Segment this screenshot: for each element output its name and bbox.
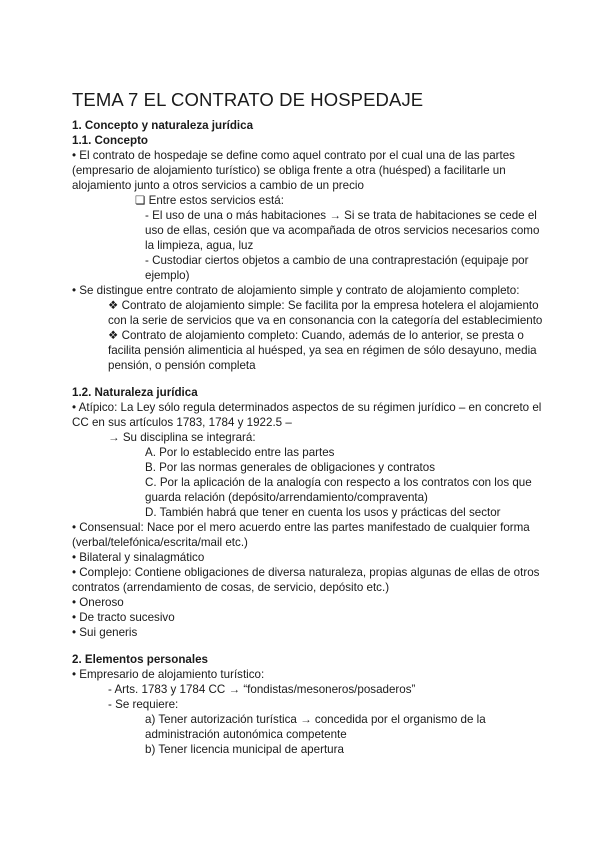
text-line: • Empresario de alojamiento turístico: <box>72 668 265 681</box>
text-line: → Su disciplina se integrará: <box>108 431 256 444</box>
text-line: - Custodiar ciertos objetos a cambio de una contraprestación (equipaje por <box>145 254 529 267</box>
text-line: • El contrato de hospedaje se define como aquel contrato por el cual una de las partes <box>72 149 515 162</box>
text-line: - Se requiere: <box>108 698 179 711</box>
text-line: CC en sus artículos 1783, 1784 y 1922.5 – <box>72 416 292 429</box>
text-line: ❏ Entre estos servicios está: <box>135 194 284 207</box>
document-title: TEMA 7 EL CONTRATO DE HOSPEDAJE <box>72 89 424 110</box>
text-line: guarda relación (depósito/arrendamiento/compraventa) <box>145 491 428 504</box>
text-line: ❖ Contrato de alojamiento completo: Cuando, además de lo anterior, se presta o <box>108 329 524 342</box>
text-line: (empresario de alojamiento turístico) se obliga frente a otra (huésped) a facilitarle un <box>72 164 506 177</box>
text-line: D. También habrá que tener en cuenta los usos y prácticas del sector <box>145 506 501 519</box>
section-heading: 1. Concepto y naturaleza jurídica <box>72 119 254 132</box>
text-line: ejemplo) <box>145 269 190 282</box>
text-line: (verbal/telefónica/escrita/mail etc.) <box>72 536 248 549</box>
text-line: a) Tener autorización turística → concedida por el organismo de la <box>145 713 486 726</box>
text-line: uso de ellas, cesión que va acompañada de otros servicios necesarios como <box>145 224 540 237</box>
text-line: administración autonómica competente <box>145 728 347 741</box>
text-line: • De tracto sucesivo <box>72 611 175 624</box>
text-line: • Se distingue entre contrato de alojamiento simple y contrato de alojamiento completo: <box>72 284 520 297</box>
text-line: • Consensual: Nace por el mero acuerdo entre las partes manifestado de cualquier forma <box>72 521 530 534</box>
text-line: • Bilateral y sinalagmático <box>72 551 205 564</box>
text-line: con la serie de servicios que va en consonancia con la categoría del establecimiento <box>108 314 543 327</box>
text-line: b) Tener licencia municipal de apertura <box>145 743 344 756</box>
text-line: pensión, o pensión completa <box>108 359 256 372</box>
text-line: alojamiento junto a otros servicios a cambio de un precio <box>72 179 364 192</box>
text-line: C. Por la aplicación de la analogía con respecto a los contratos con los que <box>145 476 532 489</box>
text-line: • Oneroso <box>72 596 124 609</box>
text-line: - El uso de una o más habitaciones → Si se trata de habitaciones se cede el <box>145 209 537 222</box>
text-line: B. Por las normas generales de obligaciones y contratos <box>145 461 436 474</box>
text-line: • Atípico: La Ley sólo regula determinados aspectos de su régimen jurídico – en concreto el <box>72 401 542 414</box>
text-line: A. Por lo establecido entre las partes <box>145 446 335 459</box>
text-line: contratos (arrendamiento de cosas, de servicio, depósito etc.) <box>72 581 390 594</box>
text-line: - Arts. 1783 y 1784 CC → “fondistas/mesoneros/posaderos” <box>108 683 416 696</box>
section-heading: 2. Elementos personales <box>72 653 208 666</box>
text-line: la limpieza, agua, luz <box>145 239 254 252</box>
text-line: • Sui generis <box>72 626 138 639</box>
subsection-heading: 1.2. Naturaleza jurídica <box>72 386 198 399</box>
text-line: facilita pensión alimenticia al huésped, ya sea en régimen de sólo desayuno, media <box>108 344 537 357</box>
subsection-heading: 1.1. Concepto <box>72 134 149 147</box>
text-line: • Complejo: Contiene obligaciones de diversa naturaleza, propias algunas de ellas de otros <box>72 566 540 579</box>
text-line: ❖ Contrato de alojamiento simple: Se facilita por la empresa hotelera el alojamiento <box>108 299 539 312</box>
